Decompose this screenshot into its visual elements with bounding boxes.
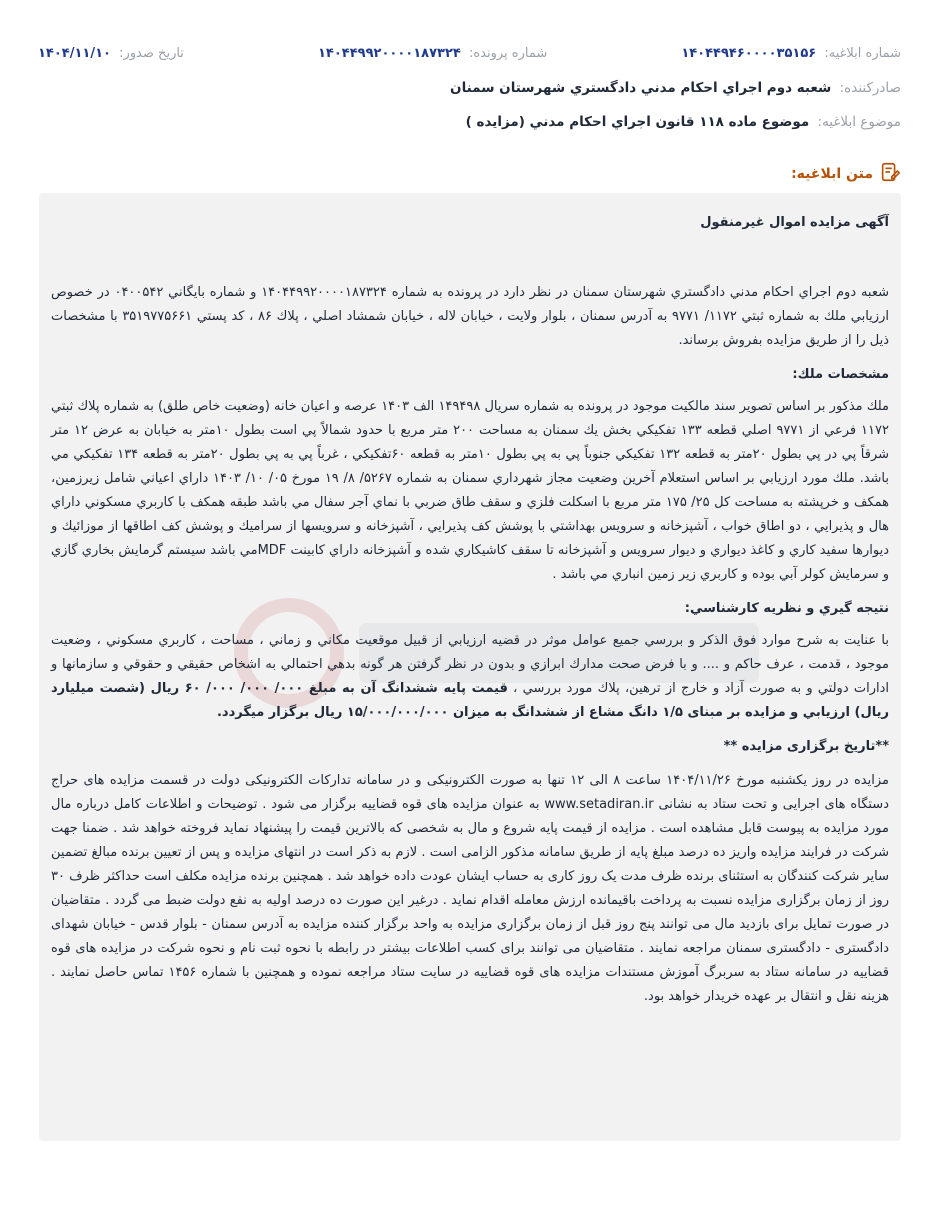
notice-number-label: شماره ابلاغیه:: [824, 46, 901, 61]
result-title: نتيجه گيري و نظريه كارشناسي:: [684, 601, 889, 616]
notice-body: [51, 211, 889, 1009]
case-number-label: شماره پرونده:: [468, 46, 548, 61]
document-edit-icon: [879, 161, 901, 187]
subject-label: موضوع ابلاغیه:: [817, 114, 901, 130]
issue-date: [38, 46, 184, 61]
body-intro: شعبه دوم اجراي احكام مدني دادگستري شهرستان سمنان در نظر دارد در پرونده به شماره ۱۴۰۴۴۹۹۲۰۰۰۰۱۸۷۳۲۴ و شماره بايگاني ۰۴۰۰۵۴۲ در خصوص ارزيابي ملك به شماره ثبتي ۱۱۷۲/ ۹۷۷۱ به آدرس سمنان ، بلوار ولايت ، خيابان لاله ، خيابان شمشاد اصلي ، پلاك ۸۶ ، كد پستي ۳۵۱۹۷۷۵۶۶۱ با مشخصات ذيل را از طريق مزايده بفروش برساند.: [51, 285, 889, 348]
notice-text-title: متن ابلاغیه:: [791, 166, 873, 182]
case-number: [318, 46, 547, 61]
issuer-line: [450, 80, 901, 96]
notice-content-box: [39, 193, 901, 1141]
result-text: [51, 629, 889, 725]
result-text-a: با عنايت به شرح موارد فوق الذكر و بررسي جميع عوامل موثر در قضيه ارزيابي از قبيل موقعيت مكاني و زماني ، مساحت ، كاربري مسكوني ، وضعيت موجود ، قدمت ، عرف حاكم و .... و با فرض صحت مدارك ابرازي و بدون در نظر گرفتن هر گونه بدهي احتمالي به اشخاص حقيقي و حقوقي و سازمانها و ادارات دولتي و به صورت آزاد و خارج از ترهين، پلاك مورد بررسي ،: [51, 633, 890, 696]
issue-date-value: ۱۴۰۴/۱۱/۱۰: [38, 46, 111, 61]
result-text-b: قيمت پايه ششدانگ آن به مبلغ ۰۰۰/ ۰۰۰/ ۰۰۰/ ۶۰ ريال (شصت ميليارد ريال) ارزيابي و مزایده بر مبنای ۱/۵ دانگ مشاع از ششدانگ به میزان ۱۵/۰۰۰/۰۰۰/۰۰۰ ریال برگزار میگردد.: [51, 681, 889, 720]
spec-text: ملك مذكور بر اساس تصوير سند مالكيت موجود در پرونده به شماره سريال ۱۴۹۴۹۸ الف ۱۴۰۳ عرصه و اعيان خانه (وضعيت خاص طلق) به شماره پلاك ثبتي ۱۱۷۲ فرعي از ۹۷۷۱ اصلي قطعه ۱۳۳ تفكيكي بخش يك سمنان به مساحت ۲۰۰ متر مربع با حدود شمالاً پي است بطول ۱۰متر به خيابان به عرض ۱۲ متر شرقاً پي در پي بطول ۲۰متر به قطعه ۱۳۲ تفكيكي جنوباً پي به پي بطول ۱۰متر به قطعه ۶۰تفكيكي ، غرباً پي به پي بطول ۲۰متر به قطعه ۱۳۴ تفكيكي مي باشد. ملك مورد ارزيابي بر اساس استعلام آخرين وضعيت مجاز شهرداري سمنان به شماره ۵۲۶۷/ ۸/ ۱۹ مورخ ۰۵/ ۱۰/ ۱۴۰۳ داراي اعياني شامل زيرزمين، همكف و خرپشته به مساحت كل ۲۵/ ۱۷۵ متر مربع با اسكلت فلزي و سقف طاق ضربي با نماي آجر سفال مي باشد طبقه همكف با كاربري مسكوني داراي هال و پذيرايي ، دو اطاق خواب ، آشپزخانه و سرويس بهداشتي با پوشش كف پذيرايي ، آشپزخانه و سرويسها از سراميك و پوشش كف اطاقها از موزائيك و ديوارها سفيد كاري و كاغذ ديواري و ديوار سرويس و آشپزخانه تا سقف كاشيكاري شده و آشپزخانه داراي كابينت MDFمي باشد سيستم گرمايش بخاري گازي و سرمايش كولر آبي بوده و كاربري زير زمين انباري مي باشد .: [51, 399, 890, 582]
spec-title: مشخصات ملك:: [792, 367, 889, 382]
notice-number-value: ۱۴۰۴۴۹۴۶۰۰۰۰۳۵۱۵۶: [681, 46, 817, 61]
body-title: آگهی مزایده اموال غیرمنقول: [700, 215, 889, 230]
notice-meta-row: [38, 46, 901, 61]
issuer-label: صادرکننده:: [839, 80, 901, 96]
notice-number: [681, 46, 901, 61]
auction-date-title: **تاریخ برگزاری مزایده **: [723, 739, 889, 754]
auction-text: مزایده در روز یکشنبه مورخ ۱۴۰۴/۱۱/۲۶ ساعت ۸ الی ۱۲ تنها به صورت الکترونیکی و در سامانه تدارکات الکترونیکی دولت در قسمت مزایده های حراج دستگاه های اجرایی و تحت ستاد به نشانی www.setadiran.ir به عنوان مزایده های قوه قضاییه برگزار می شود . توضیحات و اطلاعات کامل درباره مال مورد مزایده به پیوست قابل مشاهده است . مزایده از قیمت پایه شروع و مال به شخصی که بالاترین قیمت را پیشنهاد نماید فروخته خواهد شد . ضمنا جهت شرکت در فرایند مزایده واریز ده درصد مبلغ پایه از طریق سامانه مذکور الزامی است . لازم به ذکر است در انتهای مزایده و پس از تعیین برنده مبالغ تضمین سایر شرکت کنندگان به استثنای برنده ظرف مدت یک روز کاری به حساب ایشان عودت داده خواهد شد . همچنین برنده مزایده مکلف است حداکثر ظرف ۳۰ روز از زمان برگزاری مزایده نسبت به پرداخت باقیمانده ارزش معامله اقدام نماید . درغیر این صورت ده درصد اولیه به نفع دولت ضبط می گردد . متقاضیان در صورت تمایل برای بازدید مال می توانند پنج روز قبل از زمان برگزاری مزایده به واحد برگزار کننده مزایده به آدرس سمنان - بلوار قدس - خیابان شهدای دادگستری - دادگستری سمنان مراجعه نمایند . متقاضیان می توانند برای کسب اطلاعات بیشتر در رابطه با نحوه ثبت نام و نحوه شرکت در مزایده های قوه قضاییه در سامانه ستاد به سربرگ آموزش مستندات مزایده های قوه قضاییه در سایت ستاد مراجعه نموده و همچنین با شماره ۱۴۵۶ تماس حاصل نمایند . هزینه نقل و انتقال بر عهده خریدار خواهد بود.: [50, 773, 889, 1004]
notice-text-heading: [791, 161, 901, 187]
subject-line: [466, 114, 901, 130]
issuer-value: شعبه دوم اجراي احكام مدني دادگستري شهرستان سمنان: [450, 80, 832, 96]
subject-value: موضوع ماده ۱۱۸ قانون اجراي احكام مدني (مزايده ): [465, 114, 810, 130]
issue-date-label: تاریخ صدور:: [119, 46, 184, 61]
case-number-value: ۱۴۰۴۴۹۹۲۰۰۰۰۱۸۷۳۲۴: [317, 46, 461, 61]
